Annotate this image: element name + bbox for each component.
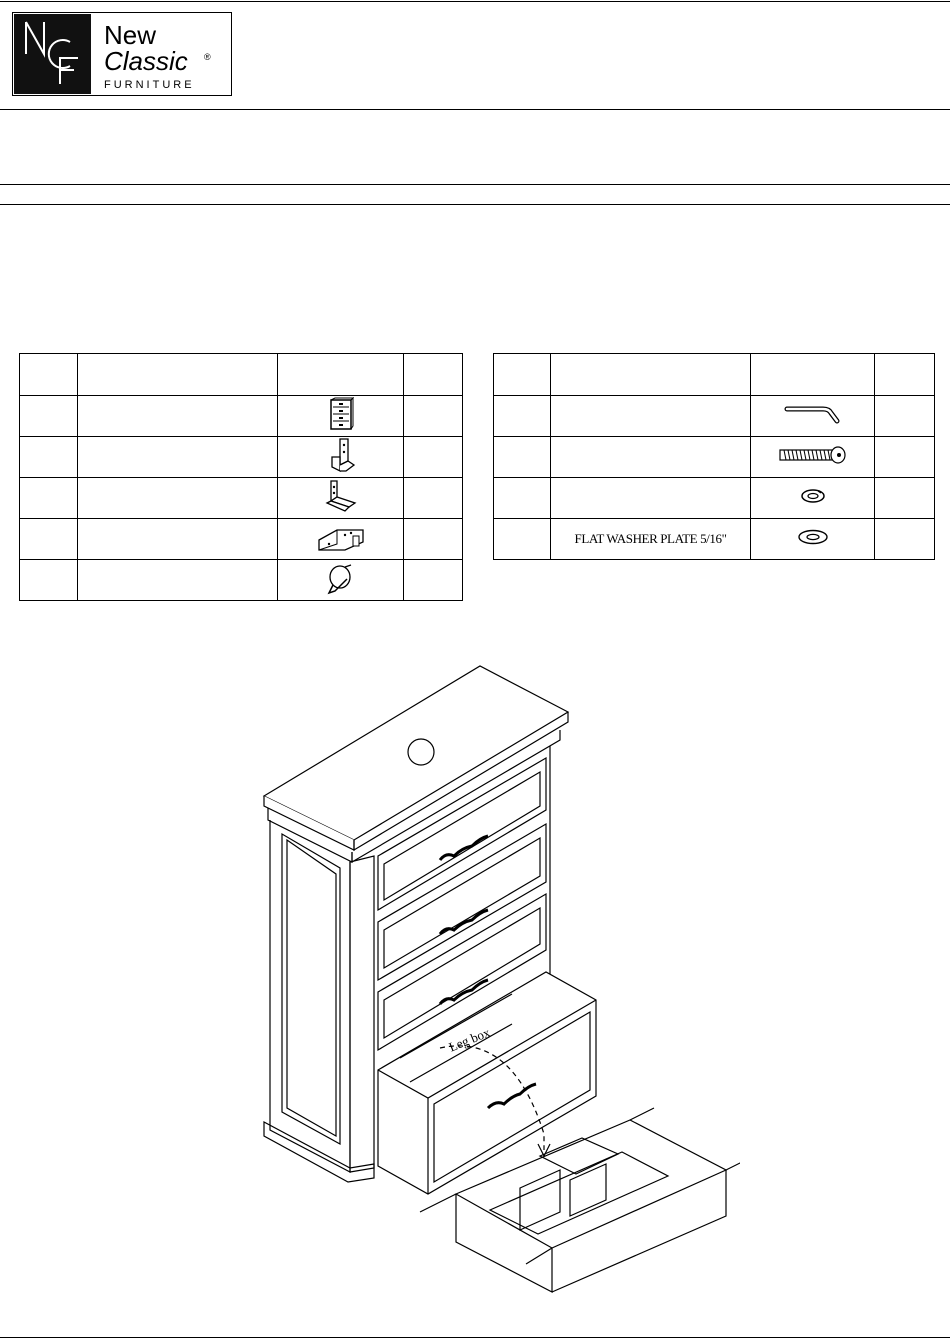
brand-logo — [12, 12, 232, 96]
leg-box-label: Leg box — [446, 1024, 493, 1055]
table-row — [20, 437, 463, 478]
part-description: FLAT WASHER PLATE 5/16" — [551, 519, 751, 560]
flat-washer-icon — [751, 519, 875, 560]
svg-text:FURNITURE: FURNITURE — [104, 79, 195, 91]
bolt-icon — [751, 437, 875, 478]
chest-icon — [278, 396, 404, 437]
table-row — [494, 519, 935, 560]
title-rule-top — [0, 184, 950, 185]
part-description — [551, 396, 751, 437]
table-row — [20, 478, 463, 519]
svg-text:New: New — [104, 20, 157, 50]
lock-washer-icon — [751, 478, 875, 519]
svg-text:Classic: Classic — [104, 46, 188, 76]
cable-tie-icon — [278, 560, 404, 601]
table-header-row — [494, 354, 935, 396]
corner-plate-icon — [278, 519, 404, 560]
table-row — [20, 396, 463, 437]
part-description — [551, 437, 751, 478]
part-description — [551, 478, 751, 519]
table-row — [20, 560, 463, 601]
assembly-drawing — [250, 660, 740, 1300]
table-row — [494, 478, 935, 519]
table-header-row — [20, 354, 463, 396]
parts-table-left — [19, 353, 463, 601]
table-row — [20, 519, 463, 560]
allen-key-icon — [751, 396, 875, 437]
footer-rule — [0, 1337, 950, 1338]
title-rule-bottom — [0, 204, 950, 205]
leg-bracket-icon — [278, 478, 404, 519]
svg-text:®: ® — [204, 52, 211, 62]
top-rule — [0, 1, 950, 2]
parts-table-right — [493, 353, 935, 560]
table-row — [494, 437, 935, 478]
header-rule — [0, 109, 950, 110]
corner-bracket-icon — [278, 437, 404, 478]
table-row — [494, 396, 935, 437]
